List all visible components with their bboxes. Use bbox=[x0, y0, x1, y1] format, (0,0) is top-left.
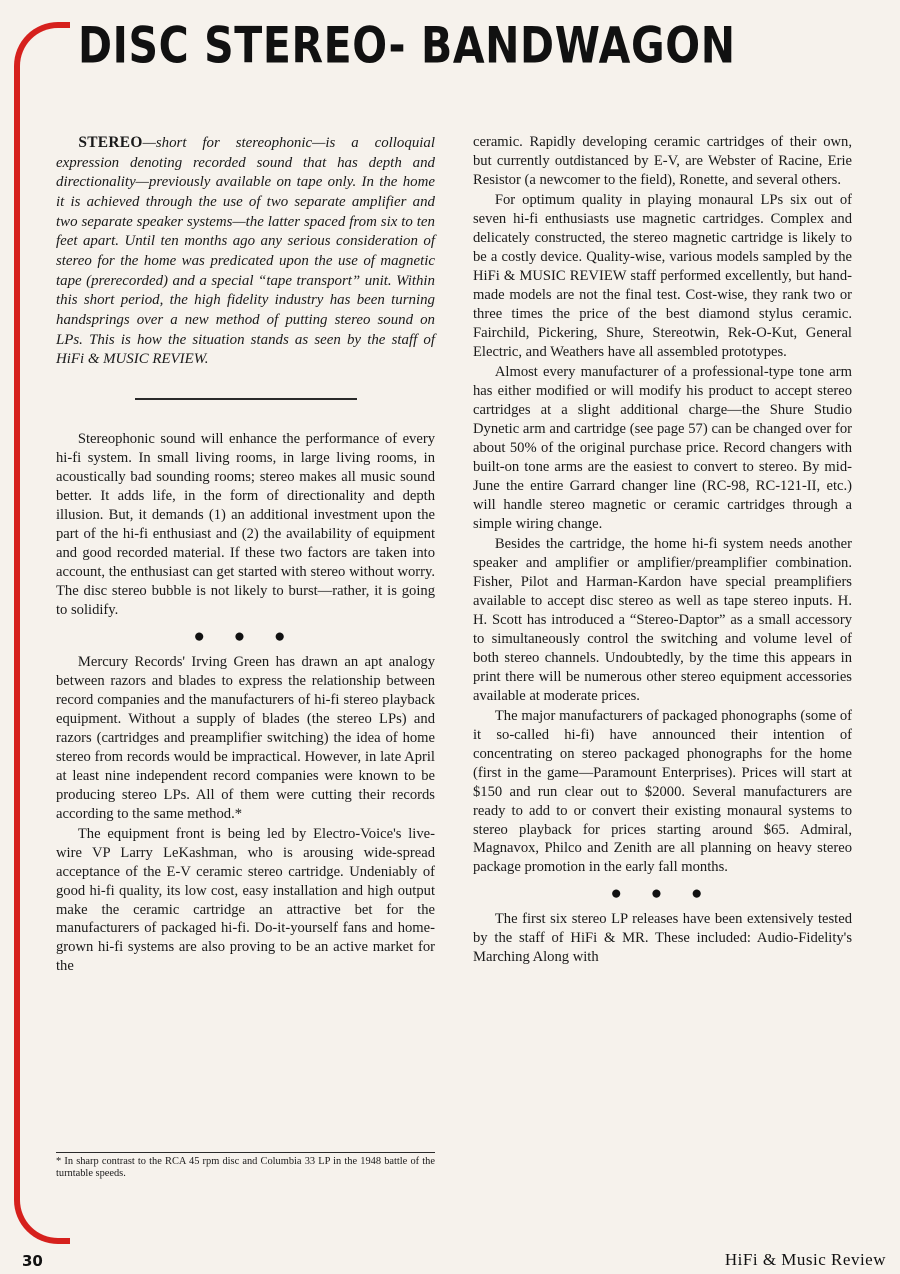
footnote: * In sharp contrast to the RCA 45 rpm disc and Columbia 33 LP in the 1948 battle of the turntable speeds. bbox=[56, 1152, 435, 1181]
right-paragraph-6: The first six stereo LP releases have been extensively tested by the staff of HiFi & MR. These included: Audio-Fidelity's Marching Along with bbox=[473, 911, 852, 966]
right-paragraph-3: Almost every manufacturer of a professional-type tone arm has either modified or will modify his product to accept stereo cartridges at a slight additional charge—the Shure Studio Dynetic arm and cartridge (see page 57) can be changed over for about 50% of the original purchase price. Record changers with built-on tone arms are the easiest to convert to stereo. By mid-June the entire Garrard changer line (RC-98, RC-121-II, etc.) will handle stereo magnetic or ceramic cartridges through a simple wiring change. bbox=[473, 363, 852, 532]
left-column bbox=[56, 133, 435, 978]
article-body bbox=[56, 133, 852, 978]
left-paragraph-2: Mercury Records' Irving Green has drawn an apt analogy between razors and blades to express the relationship between record companies and the manufacturers of hi-fi stereo playback equipment. Without a supply of blades (the stereo LPs) and razors (cartridges and preamplifier switching) the idea of home stereo from records would be impractical. However, in late April at least nine independent record companies were known to be producing stereo LPs. All of them were cutting their records according to the same method.* bbox=[56, 653, 435, 822]
right-paragraph-4: Besides the cartridge, the home hi-fi system needs another speaker and amplifier or amplifier/preamplifier combination. Fisher, Pilot and Harman-Kardon have special preamplifiers available to accept disc stereo as well as tape stereo inputs. H. H. Scott has introduced a “Stereo-Daptor” as a small accessory to simultaneously control the switching and volume level of both stereo channels. Undoubtedly, by the time this appears in print there will be numerous other stereo equipment accessories available at moderate prices. bbox=[473, 535, 852, 704]
page-title: DISC STEREO- BANDWAGON bbox=[78, 16, 736, 75]
footer-magazine-title: HiFi & Music Review bbox=[724, 1250, 886, 1269]
right-paragraph-5: The major manufacturers of packaged phonographs (some of it so-called hi-fi) have announced their intention of concentrating on stereo packaged phonographs for the home (first in the game—Paramount Enterprises). Prices will start at $150 and run clear out to $2000. Several manufacturers are ready to add to or convert their existing monaural systems to stereo playback for prices starting around $65. Admiral, Magnavox, Philco and Zenith are all planning on heavy stereo package promotion in the early fall months. bbox=[473, 707, 852, 876]
right-paragraph-2: For optimum quality in playing monaural LPs six out of seven hi-fi enthusiasts use magnetic cartridges. Complex and delicately constructed, the stereo magnetic cartridge is likely to be a costly device. Quality-wise, various models sampled by the HiFi & MUSIC REVIEW staff performed excellently, but hand-made models are not the final test. Cost-wise, they rank two or three times the price of the best diamond stylus ceramic. Fairchild, Pickering, Shure, Stereotwin, Rek-O-Kut, General Electric, and Weathers have all assembled prototypes. bbox=[473, 192, 852, 360]
section-divider bbox=[135, 398, 357, 400]
right-paragraph-1: ceramic. Rapidly developing ceramic cartridges of their own, but currently outdistanced by E-V, are Webster of Racine, Erie Resistor (a newcomer to the field), Ronette, and several others. bbox=[473, 134, 852, 188]
lede-leadin: STEREO bbox=[78, 134, 143, 151]
left-paragraph-3: The equipment front is being led by Electro-Voice's live-wire VP Larry LeKashman, who is arousing wide-spread acceptance of the E-V ceramic stereo cartridge. Undeniably of good hi-fi quality, its low cost, easy installation and high output make the ceramic cartridge an attractive bet for the manufacturers of packaged hi-fi. Do-it-yourself fans and home-grown hi-fi systems are also proving to be an active market for the bbox=[56, 825, 435, 975]
lede-text: —short for stereophonic—is a colloquial expression denoting recorded sound that has depth and directionality—previously available on tape only. In the home it is achieved through the use of two separate amplifier and two separate speaker systems—the latter spaced from six to ten feet apart. Until ten months ago any serious consideration of stereo for the home was predicated upon the use of magnetic tape (prerecorded) and a special “tape transport” unit. Within this short period, the high fidelity industry has been turning handsprings over a new method of putting stereo sound on LPs. This is how the situation stands as seen by the staff of HiFi & MUSIC REVIEW. bbox=[56, 135, 435, 368]
lede-paragraph bbox=[56, 133, 435, 370]
dot-separator-right: ● ● ● bbox=[610, 883, 715, 905]
dot-separator-left: ● ● ● bbox=[193, 625, 298, 647]
page-number: 30 bbox=[22, 1252, 43, 1270]
right-column bbox=[473, 133, 852, 978]
left-paragraph-1: Stereophonic sound will enhance the performance of every hi-fi system. In small living rooms, in large living rooms, in acoustically bad sounding rooms; stereo makes all music sound better. It adds life, in the form of directionality and depth illusion. But, it demands (1) an additional investment upon the part of the hi-fi enthusiast and (2) the availability of equipment and good recorded material. If these two factors are taken into account, the enthusiast can get started with stereo without worry. The disc stereo bubble is not likely to burst—rather, it is going to solidify. bbox=[56, 431, 435, 618]
